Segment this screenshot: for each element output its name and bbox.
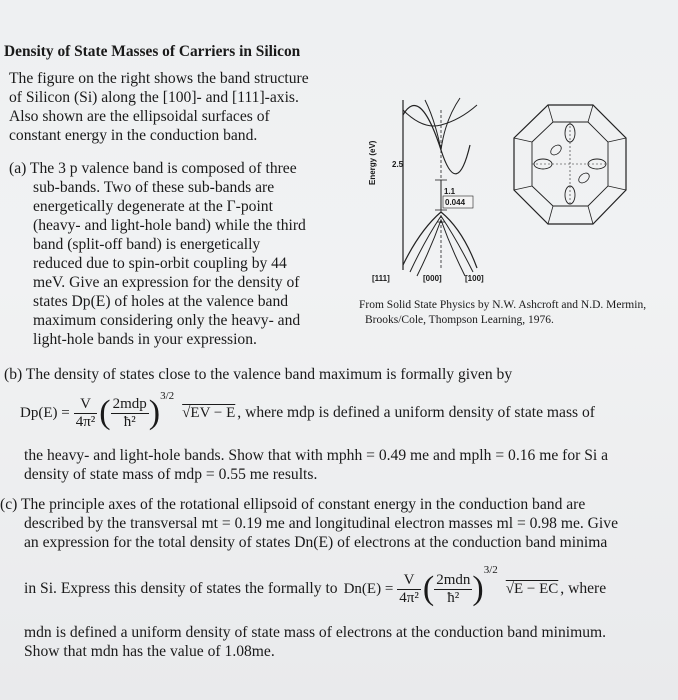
part-c-line: (c) The principle axes of the rotational ellipsoid of constant energy in the conduction band are xyxy=(0,496,586,513)
part-a-line: (heavy- and light-hole band) while the third xyxy=(33,217,306,234)
part-a-line: states Dp(E) of holes at the valence band xyxy=(33,293,289,310)
equation-numerator: V xyxy=(74,396,98,414)
part-a-line: meV. Give an expression for the density of xyxy=(33,274,300,291)
part-b-line: the heavy- and light-hole bands. Show that with mphh = 0.49 me and mplh = 0.16 me for Si a xyxy=(24,447,609,464)
equation-exponent: 3/2 xyxy=(483,564,498,576)
equation-lhs: Dp(E) = xyxy=(20,404,70,421)
axis-tick-label: [000] xyxy=(423,274,442,283)
intro-line: of Silicon (Si) along the [100]- and [111]-axis. xyxy=(9,89,299,106)
figure-credit-line: Brooks/Cole, Thompson Learning, 1976. xyxy=(365,314,554,326)
figure-credit-line: From Solid State Physics by N.W. Ashcroft and N.D. Mermin, xyxy=(359,299,647,311)
split-off-value-label: 0.044 xyxy=(445,198,466,207)
brillouin-zone-figure xyxy=(508,100,633,230)
part-c-line: described by the transversal mt = 0.19 me and longitudinal electron masses ml = 0.98 me. Give xyxy=(24,515,618,532)
equation-inner-denominator: ħ² xyxy=(447,589,460,606)
paren-open-icon: ( xyxy=(99,394,111,431)
part-a-line: light-hole bands in your expression. xyxy=(33,331,257,348)
equation-lhs: Dn(E) = xyxy=(343,580,394,597)
energy-axis-label: Energy (eV) xyxy=(368,140,377,185)
conduction-dos-equation xyxy=(24,562,606,616)
part-b-line: density of state mass of mdp = 0.55 me results. xyxy=(24,466,318,483)
equation-root: √EV − E xyxy=(182,404,236,421)
part-a-line: energetically degenerate at the Γ-point xyxy=(33,198,273,215)
part-c-line: in Si. Express this density of states the formally to xyxy=(24,580,338,597)
equation-denominator: 4π² xyxy=(75,413,96,430)
axis-tick-label: [111] xyxy=(372,274,390,283)
part-a-line: reduced due to spin-orbit coupling by 44 xyxy=(33,255,287,272)
paren-open-icon: ( xyxy=(422,570,435,607)
part-b-line: (b) The density of states close to the valence band maximum is formally given by xyxy=(4,366,513,383)
part-c-line: Show that mdn has the value of 1.08me. xyxy=(24,643,275,660)
paren-close-icon: ) xyxy=(472,570,484,607)
equation-inner-denominator: ħ² xyxy=(123,413,136,430)
intro-line: The figure on the right shows the band structure xyxy=(9,70,309,87)
equation-exponent: 3/2 xyxy=(160,390,175,402)
intro-line: Also shown are the ellipsoidal surfaces of xyxy=(9,108,270,125)
page-title: Density of State Masses of Carriers in Silicon xyxy=(4,43,301,60)
equation-denominator: 4π² xyxy=(399,589,419,606)
equation-fraction xyxy=(397,572,421,607)
equation-root: √E − EC xyxy=(505,580,559,597)
equation-trailing-text: , where mdp is defined a uniform density of state mass of xyxy=(237,404,595,421)
equation-inner-fraction xyxy=(434,572,472,607)
axis-tick-label: [100] xyxy=(465,274,484,283)
part-c-line: an expression for the total density of states Dn(E) of electrons at the conduction band minima xyxy=(24,534,608,551)
energy-value-label: 2.5 xyxy=(392,160,404,169)
band-structure-figure xyxy=(365,90,485,285)
part-a-line: sub-bands. Two of these sub-bands are xyxy=(33,179,275,196)
part-a-line: (a) The 3 p valence band is composed of three xyxy=(9,160,297,177)
gap-value-label: 1.1 xyxy=(444,187,456,196)
paren-close-icon: ) xyxy=(148,394,161,431)
equation-inner-fraction xyxy=(111,396,149,431)
equation-inner-numerator: 2mdp xyxy=(112,395,147,412)
equation-inner-numerator: 2mdn xyxy=(436,571,471,588)
valence-dos-equation xyxy=(20,388,595,438)
equation-trailing-text: , where xyxy=(560,580,607,597)
equation-fraction xyxy=(74,396,98,431)
equation-numerator: V xyxy=(397,572,421,590)
part-c-line: mdn is defined a uniform density of state mass of electrons at the conduction band minimum. xyxy=(24,624,607,641)
intro-line: constant energy in the conduction band. xyxy=(9,127,258,144)
part-a-line: maximum considering only the heavy- and xyxy=(33,312,301,329)
part-a-line: band (split-off band) is energetically xyxy=(33,236,261,253)
